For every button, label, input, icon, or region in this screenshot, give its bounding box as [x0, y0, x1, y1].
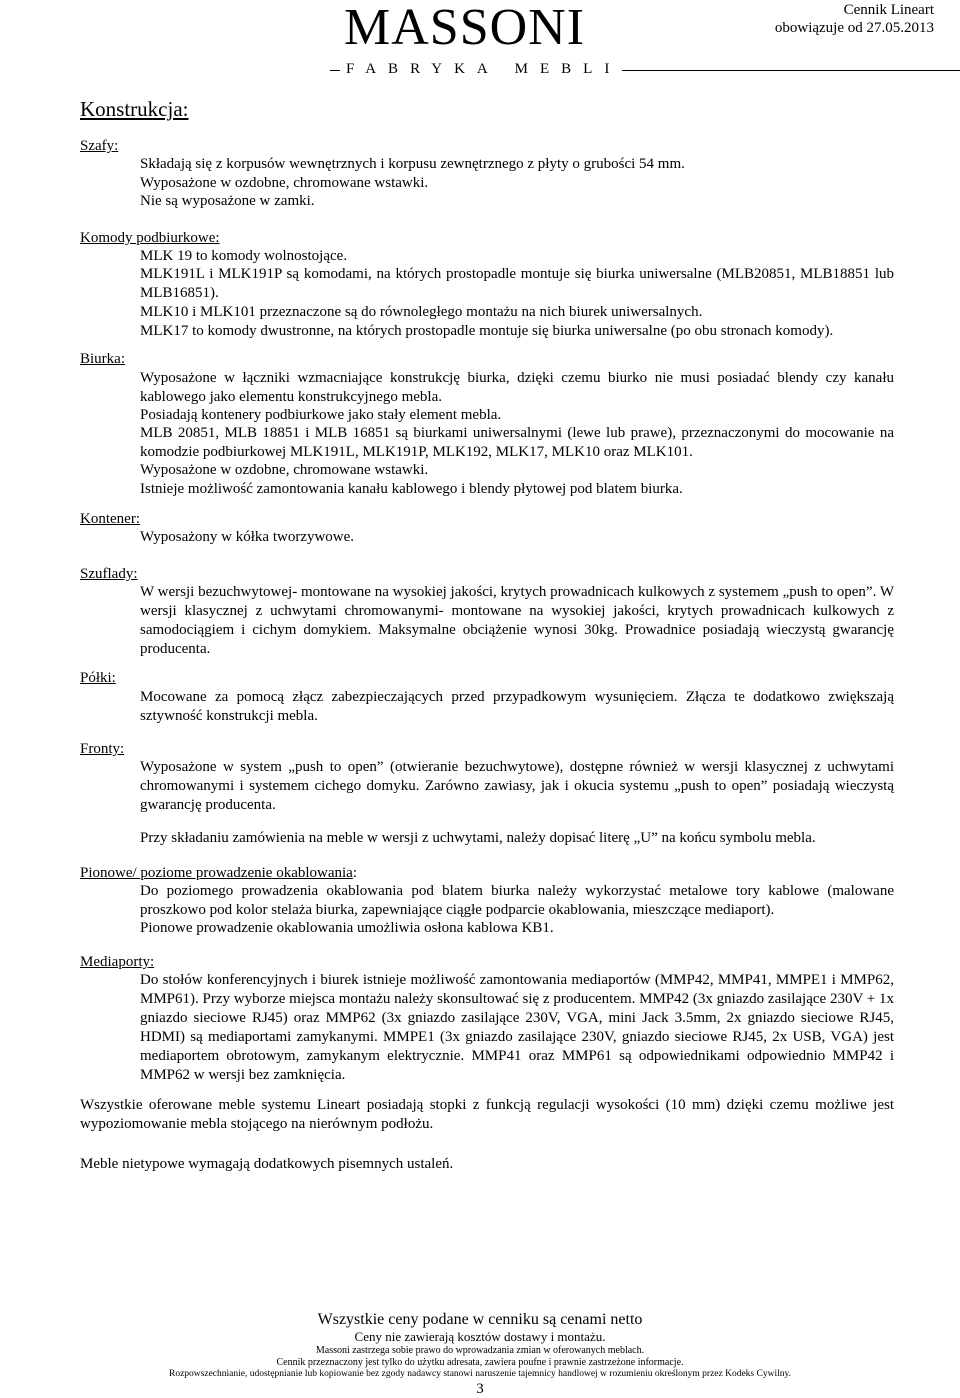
- szafy-line-2: Wyposażone w ozdobne, chromowane wstawki.: [140, 175, 429, 191]
- valid-from: obowiązuje od 27.05.2013: [774, 20, 934, 36]
- section-label-szuflady: Szuflady:: [80, 566, 138, 582]
- okablowanie-text: Do poziomego prowadzenia okablowania pod blatem biurka należy wykorzystać metalowe tory kablowe (malowane proszkowo pod kolor stelaża biurka, zapewniające ciągłe podparcie okablowania, mieszczące mediaport).: [140, 883, 894, 918]
- logo-rule-left: [330, 70, 340, 71]
- szafy-line-1: Składają się z korpusów wewnętrznych i korpusu zewnętrznego z płyty o grubości 54 mm.: [140, 156, 685, 172]
- section-label-okablowanie: Pionowe/ poziome prowadzenie okablowania: [80, 865, 353, 881]
- kontener-line-1: Wyposażony w kółka tworzywowe.: [140, 529, 355, 545]
- doc-title: Cennik Lineart: [843, 2, 934, 18]
- biurka-line-3: MLB 20851, MLB 18851 i MLB 16851 są biurkami uniwersalnymi (lewe lub prawe), przeznaczonymi do mocowanie na komodzie podbiurkowej MLK191L, MLK191P, MLK192, MLK17, MLK10 oraz MLK101.: [140, 425, 894, 460]
- section-label-szafy: Szafy:: [80, 138, 119, 154]
- szuflady-text: W wersji bezuchwytowej- montowane na wysokiej jakości, krytych prowadnicach kulkowych z systemem „push to open”. W wersji klasycznej z uchwytami chromowanymi- montowane na wysokiej jakości, krytych prowadnicach kulkowych z samodociągiem i cichym domykiem. Maksymalne obciążenie wynosi 30kg. Prowadnice posiadają wieczystą gwarancję producenta.: [140, 584, 894, 657]
- fronty-text: Wyposażone w system „push to open” (otwieranie bezuchwytowe), dostępne również w wersji klasycznej z uchwytami chromowanymi i systemem cichego domyku. Zarówno zawiasy, jak i okucia systemu „push to open” posiadają wieczystą gwarancję producenta.: [140, 759, 894, 813]
- komody-line-4: MLK17 to komody dwustronne, na których prostopadle montuje się biurka uniwersalne (po obu stronach komody).: [140, 323, 834, 339]
- biurka-line-1: Wyposażone w łączniki wzmacniające konstrukcję biurka, dzięki czemu biurko nie musi posiadać blendy czy kanału kablowego jako elementu konstrukcyjnego mebla.: [140, 370, 894, 405]
- section-label-okablowanie-wrap: [80, 864, 357, 883]
- page-title: Konstrukcja:: [80, 97, 189, 121]
- biurka-line-5: Istnieje możliwość zamontowania kanału kablowego i blendy płytowej pod blatem biurka.: [140, 481, 683, 497]
- header-info: [775, 1, 934, 37]
- section-label-fronty: Fronty:: [80, 741, 125, 757]
- closing-paragraph-1: Wszystkie oferowane meble systemu Lineart posiadają stopki z funkcją regulacji wysokości (10 mm) dzięki czemu możliwe jest wypoziomowanie mebla stojącego na nierównym podłożu.: [80, 1097, 894, 1132]
- polki-text: Mocowane za pomocą złącz zabezpieczających przed przypadkowym wysunięciem. Złącza te dodatkowo zwiększają sztywność konstrukcji mebla.: [140, 689, 894, 724]
- footer-line-1: Wszystkie ceny podane w cenniku są cenami netto: [317, 1311, 643, 1328]
- biurka-line-2: Posiadają kontenery podbiurkowe jako stały element mebla.: [140, 407, 502, 423]
- section-label-polki: Półki:: [80, 670, 116, 686]
- okablowanie-text-2: Pionowe prowadzenie okablowania umożliwia osłona kablowa KB1.: [140, 920, 554, 936]
- biurka-line-4: Wyposażone w ozdobne, chromowane wstawki.: [140, 462, 429, 478]
- footer-line-2: Ceny nie zawierają kosztów dostawy i montażu.: [354, 1329, 606, 1344]
- section-label-komody: Komody podbiurkowe:: [80, 230, 220, 246]
- section-label-biurka: Biurka:: [80, 351, 125, 367]
- szafy-line-3: Nie są wyposażone w zamki.: [140, 193, 315, 209]
- footer-line-3: Massoni zastrzega sobie prawo do wprowadzania zmian w oferowanych meblach.: [315, 1345, 645, 1356]
- brand-tagline: FABRYKA MEBLI: [346, 61, 622, 77]
- komody-line-2: MLK191L i MLK191P są komodami, na których prostopadle montuje się biurka uniwersalne (MLB20851, MLB18851 lub MLB16851).: [140, 266, 894, 301]
- okablowanie-colon: :: [352, 865, 358, 881]
- closing-paragraph-2: Meble nietypowe wymagają dodatkowych pisemnych ustaleń.: [80, 1156, 454, 1172]
- komody-line-3: MLK10 i MLK101 przeznaczone są do równoległego montażu na nich biurek uniwersalnych.: [140, 304, 703, 320]
- section-label-mediaporty: Mediaporty:: [80, 954, 155, 970]
- brand-logo: MASSONI: [344, 0, 586, 56]
- page-number: 3: [476, 1381, 484, 1397]
- komody-line-1: MLK 19 to komody wolnostojące.: [140, 248, 348, 264]
- section-label-kontener: Kontener:: [80, 511, 140, 527]
- footer-line-4: Cennik przeznaczony jest tylko do użytku adresata, zawiera poufne i prawnie zastrzeżone informacje.: [276, 1357, 684, 1368]
- logo-rule-right: [622, 70, 960, 71]
- footer-line-5: Rozpowszechnianie, udostępnianie lub kopiowanie bez zgody nadawcy stanowi naruszenie tajemnicy handlowej w rozumieniu określonym przez Kodeks Cywilny.: [169, 1369, 791, 1379]
- fronty-note: Przy składaniu zamówienia na meble w wersji z uchwytami, należy dopisać literę „U” na końcu symbolu mebla.: [140, 830, 816, 846]
- mediaporty-text: Do stołów konferencyjnych i biurek istnieje możliwość zamontowania mediaportów (MMP42, MMP41, MMPE1 i MMP62, MMP61). Przy wyborze miejsca montażu należy skonsultować się z producentem. MMP42 (3x gniazdo zasilające 230V + 1x gniazdo sieciowe RJ45) oraz MMP62 (3x gniazdo zasilające 230V, VGA, mini Jack 3.5mm, 2x gniazdo sieciowe RJ45, HDMI) są mediaportami zamykanymi. MMPE1 (3x gniazdo zasilające 230V, gniazdo sieciowe RJ45, 2x USB, VGA) jest mediaportem obrotowym, zamykanym elektrycznie. MMP41 oraz MMP61 są odpowiednikami odpowiednio MMP42 i MMP62 w wersji bez zamknięcia.: [140, 972, 894, 1083]
